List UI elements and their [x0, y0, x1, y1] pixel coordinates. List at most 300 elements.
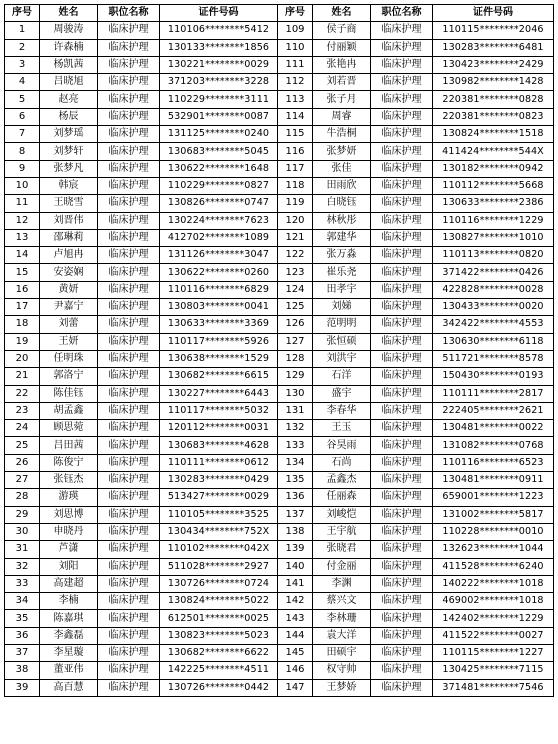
id-number-cell: 130433********0020: [433, 299, 554, 316]
position-cell: 临床护理: [371, 472, 433, 489]
table-row: [5, 523, 554, 540]
position-cell: 临床护理: [98, 126, 160, 143]
name-cell: 刘梦瑶: [40, 126, 98, 143]
seq-cell: 18: [5, 316, 40, 333]
seq-cell: 39: [5, 679, 40, 696]
name-cell: 陈佳钰: [40, 385, 98, 402]
seq-cell: 122: [278, 247, 313, 264]
name-cell: 刘洪宇: [313, 350, 371, 367]
position-cell: 临床护理: [98, 350, 160, 367]
id-number-cell: 110105********3525: [160, 506, 278, 523]
id-number-cell: 371481********7546: [433, 679, 554, 696]
seq-cell: 11: [5, 195, 40, 212]
position-cell: 临床护理: [98, 229, 160, 246]
name-cell: 韩宸: [40, 177, 98, 194]
name-cell: 胡孟鑫: [40, 402, 98, 419]
seq-cell: 147: [278, 679, 313, 696]
position-cell: 临床护理: [371, 350, 433, 367]
seq-cell: 111: [278, 56, 313, 73]
name-cell: 盛宇: [313, 385, 371, 402]
position-cell: 临床护理: [371, 126, 433, 143]
id-number-cell: 130423********2429: [433, 56, 554, 73]
id-number-cell: 130221********0029: [160, 56, 278, 73]
id-number-cell: 110111********0612: [160, 454, 278, 471]
seq-cell: 19: [5, 333, 40, 350]
seq-cell: 144: [278, 627, 313, 644]
name-cell: 谷昊雨: [313, 437, 371, 454]
position-cell: 临床护理: [98, 91, 160, 108]
table-row: [5, 56, 554, 73]
name-cell: 许森楠: [40, 39, 98, 56]
seq-cell: 139: [278, 541, 313, 558]
position-cell: 临床护理: [98, 679, 160, 696]
position-cell: 临床护理: [98, 195, 160, 212]
table-row: [5, 22, 554, 39]
position-cell: 临床护理: [98, 385, 160, 402]
seq-cell: 38: [5, 662, 40, 679]
seq-cell: 9: [5, 160, 40, 177]
seq-cell: 112: [278, 74, 313, 91]
seq-cell: 123: [278, 264, 313, 281]
roster-table: [4, 4, 554, 697]
id-number-cell: 422828********0028: [433, 281, 554, 298]
position-cell: 临床护理: [371, 316, 433, 333]
name-cell: 刘梦轩: [40, 143, 98, 160]
position-cell: 临床护理: [371, 229, 433, 246]
position-cell: 临床护理: [371, 91, 433, 108]
position-cell: 临床护理: [371, 385, 433, 402]
seq-cell: 25: [5, 437, 40, 454]
seq-cell: 141: [278, 575, 313, 592]
name-cell: 郭建华: [313, 229, 371, 246]
position-cell: 临床护理: [98, 333, 160, 350]
id-number-cell: 110229********0827: [160, 177, 278, 194]
table-row: [5, 264, 554, 281]
seq-cell: 1: [5, 22, 40, 39]
name-cell: 芦潇: [40, 541, 98, 558]
name-cell: 卢旭冉: [40, 247, 98, 264]
table-row: [5, 350, 554, 367]
header-name-right: 姓名: [313, 5, 371, 22]
name-cell: 邵琳莉: [40, 229, 98, 246]
name-cell: 范明明: [313, 316, 371, 333]
seq-cell: 23: [5, 402, 40, 419]
id-number-cell: 130803********0041: [160, 299, 278, 316]
id-number-cell: 130682********6622: [160, 644, 278, 661]
id-number-cell: 659001********1223: [433, 489, 554, 506]
position-cell: 临床护理: [98, 489, 160, 506]
position-cell: 临床护理: [371, 454, 433, 471]
position-cell: 临床护理: [98, 177, 160, 194]
position-cell: 临床护理: [98, 662, 160, 679]
seq-cell: 114: [278, 108, 313, 125]
seq-cell: 140: [278, 558, 313, 575]
id-number-cell: 612501********0025: [160, 610, 278, 627]
name-cell: 牛浩桐: [313, 126, 371, 143]
name-cell: 游瑛: [40, 489, 98, 506]
id-number-cell: 131002********5817: [433, 506, 554, 523]
name-cell: 黄妍: [40, 281, 98, 298]
id-number-cell: 130824********5022: [160, 593, 278, 610]
id-number-cell: 131126********3047: [160, 247, 278, 264]
name-cell: 刘娣: [313, 299, 371, 316]
table-row: [5, 143, 554, 160]
position-cell: 临床护理: [371, 74, 433, 91]
id-number-cell: 130133********1856: [160, 39, 278, 56]
table-row: [5, 385, 554, 402]
name-cell: 张钰杰: [40, 472, 98, 489]
table-row: [5, 39, 554, 56]
id-number-cell: 130638********1529: [160, 350, 278, 367]
seq-cell: 5: [5, 91, 40, 108]
id-number-cell: 110113********0820: [433, 247, 554, 264]
seq-cell: 146: [278, 662, 313, 679]
id-number-cell: 110106********5412: [160, 22, 278, 39]
id-number-cell: 130434********752X: [160, 523, 278, 540]
name-cell: 张恒硕: [313, 333, 371, 350]
position-cell: 临床护理: [371, 108, 433, 125]
seq-cell: 142: [278, 593, 313, 610]
name-cell: 张梦凡: [40, 160, 98, 177]
name-cell: 尹嘉宁: [40, 299, 98, 316]
name-cell: 赵亮: [40, 91, 98, 108]
seq-cell: 30: [5, 523, 40, 540]
table-row: [5, 368, 554, 385]
name-cell: 任明珠: [40, 350, 98, 367]
id-number-cell: 110115********1227: [433, 644, 554, 661]
position-cell: 临床护理: [371, 264, 433, 281]
id-number-cell: 130682********6615: [160, 368, 278, 385]
id-number-cell: 120112********0031: [160, 420, 278, 437]
table-row: [5, 402, 554, 419]
table-row: [5, 558, 554, 575]
name-cell: 刘思博: [40, 506, 98, 523]
id-number-cell: 130283********6481: [433, 39, 554, 56]
table-row: [5, 454, 554, 471]
position-cell: 临床护理: [98, 368, 160, 385]
id-number-cell: 469002********1018: [433, 593, 554, 610]
name-cell: 郭洛宁: [40, 368, 98, 385]
table-row: [5, 610, 554, 627]
position-cell: 临床护理: [371, 368, 433, 385]
name-cell: 李鑫磊: [40, 627, 98, 644]
position-cell: 临床护理: [371, 177, 433, 194]
position-cell: 临床护理: [371, 160, 433, 177]
id-number-cell: 110229********3111: [160, 91, 278, 108]
id-number-cell: 130633********3369: [160, 316, 278, 333]
name-cell: 周睿: [313, 108, 371, 125]
name-cell: 崔乐尧: [313, 264, 371, 281]
id-number-cell: 110116********6523: [433, 454, 554, 471]
table-row: [5, 177, 554, 194]
name-cell: 权守帅: [313, 662, 371, 679]
seq-cell: 7: [5, 126, 40, 143]
seq-cell: 138: [278, 523, 313, 540]
position-cell: 临床护理: [98, 437, 160, 454]
position-cell: 临床护理: [371, 523, 433, 540]
seq-cell: 135: [278, 472, 313, 489]
position-cell: 临床护理: [371, 22, 433, 39]
position-cell: 临床护理: [98, 644, 160, 661]
name-cell: 田硕宇: [313, 644, 371, 661]
name-cell: 王玉: [313, 420, 371, 437]
id-number-cell: 110116********1229: [433, 212, 554, 229]
id-number-cell: 110115********2046: [433, 22, 554, 39]
name-cell: 周骏涛: [40, 22, 98, 39]
table-row: [5, 489, 554, 506]
id-number-cell: 132623********1044: [433, 541, 554, 558]
seq-cell: 109: [278, 22, 313, 39]
id-number-cell: 130633********2386: [433, 195, 554, 212]
seq-cell: 128: [278, 350, 313, 367]
name-cell: 李星璇: [40, 644, 98, 661]
table-row: [5, 212, 554, 229]
seq-cell: 124: [278, 281, 313, 298]
id-number-cell: 110111********2817: [433, 385, 554, 402]
name-cell: 吕田茜: [40, 437, 98, 454]
id-number-cell: 130982********1428: [433, 74, 554, 91]
id-number-cell: 130283********0429: [160, 472, 278, 489]
table-row: [5, 644, 554, 661]
position-cell: 临床护理: [98, 56, 160, 73]
position-cell: 临床护理: [371, 489, 433, 506]
id-number-cell: 222405********2621: [433, 402, 554, 419]
seq-cell: 13: [5, 229, 40, 246]
name-cell: 白晓钰: [313, 195, 371, 212]
position-cell: 临床护理: [98, 402, 160, 419]
position-cell: 临床护理: [371, 143, 433, 160]
table-row: [5, 229, 554, 246]
name-cell: 林秋彤: [313, 212, 371, 229]
name-cell: 吕晓旭: [40, 74, 98, 91]
seq-cell: 126: [278, 316, 313, 333]
seq-cell: 134: [278, 454, 313, 471]
id-number-cell: 511028********2927: [160, 558, 278, 575]
table-row: [5, 472, 554, 489]
seq-cell: 8: [5, 143, 40, 160]
header-id-number-left: 证件号码: [160, 5, 278, 22]
name-cell: 张艳冉: [313, 56, 371, 73]
position-cell: 临床护理: [98, 420, 160, 437]
id-number-cell: 110228********0010: [433, 523, 554, 540]
seq-cell: 127: [278, 333, 313, 350]
table-row: [5, 662, 554, 679]
name-cell: 刘阳: [40, 558, 98, 575]
id-number-cell: 411528********6240: [433, 558, 554, 575]
table-row: [5, 420, 554, 437]
name-cell: 王妍: [40, 333, 98, 350]
position-cell: 临床护理: [371, 627, 433, 644]
position-cell: 临床护理: [371, 644, 433, 661]
name-cell: 李楠: [40, 593, 98, 610]
name-cell: 张梦妍: [313, 143, 371, 160]
id-number-cell: 220381********0828: [433, 91, 554, 108]
id-number-cell: 342422********4553: [433, 316, 554, 333]
position-cell: 临床护理: [371, 593, 433, 610]
id-number-cell: 130630********6118: [433, 333, 554, 350]
position-cell: 临床护理: [371, 437, 433, 454]
name-cell: 张万淼: [313, 247, 371, 264]
position-cell: 临床护理: [371, 610, 433, 627]
seq-cell: 2: [5, 39, 40, 56]
id-number-cell: 150430********0193: [433, 368, 554, 385]
name-cell: 刘晋伟: [40, 212, 98, 229]
seq-cell: 145: [278, 644, 313, 661]
id-number-cell: 130481********0911: [433, 472, 554, 489]
table-row: [5, 108, 554, 125]
name-cell: 付丽颖: [313, 39, 371, 56]
seq-cell: 37: [5, 644, 40, 661]
position-cell: 临床护理: [98, 506, 160, 523]
seq-cell: 26: [5, 454, 40, 471]
id-number-cell: 130622********1648: [160, 160, 278, 177]
position-cell: 临床护理: [98, 316, 160, 333]
id-number-cell: 411522********0027: [433, 627, 554, 644]
position-cell: 临床护理: [98, 22, 160, 39]
name-cell: 张晓君: [313, 541, 371, 558]
seq-cell: 31: [5, 541, 40, 558]
id-number-cell: 130824********1518: [433, 126, 554, 143]
name-cell: 安姿娴: [40, 264, 98, 281]
position-cell: 临床护理: [371, 281, 433, 298]
seq-cell: 120: [278, 212, 313, 229]
table-row: [5, 593, 554, 610]
seq-cell: 29: [5, 506, 40, 523]
seq-cell: 143: [278, 610, 313, 627]
id-number-cell: 142225********4511: [160, 662, 278, 679]
seq-cell: 121: [278, 229, 313, 246]
id-number-cell: 130224********7623: [160, 212, 278, 229]
position-cell: 临床护理: [98, 264, 160, 281]
seq-cell: 32: [5, 558, 40, 575]
position-cell: 临床护理: [371, 420, 433, 437]
name-cell: 石洋: [313, 368, 371, 385]
id-number-cell: 412702********1089: [160, 229, 278, 246]
id-number-cell: 130227********6443: [160, 385, 278, 402]
position-cell: 临床护理: [371, 506, 433, 523]
name-cell: 高百慧: [40, 679, 98, 696]
header-seq-left: 序号: [5, 5, 40, 22]
seq-cell: 130: [278, 385, 313, 402]
name-cell: 张子月: [313, 91, 371, 108]
table-row: [5, 316, 554, 333]
name-cell: 杨辰: [40, 108, 98, 125]
table-row: [5, 437, 554, 454]
position-cell: 临床护理: [371, 333, 433, 350]
table-row: [5, 627, 554, 644]
seq-cell: 28: [5, 489, 40, 506]
seq-cell: 132: [278, 420, 313, 437]
id-number-cell: 130826********0747: [160, 195, 278, 212]
name-cell: 高建超: [40, 575, 98, 592]
name-cell: 刘蕾: [40, 316, 98, 333]
id-number-cell: 371422********0426: [433, 264, 554, 281]
table-row: [5, 126, 554, 143]
id-number-cell: 130425********7115: [433, 662, 554, 679]
position-cell: 临床护理: [371, 679, 433, 696]
seq-cell: 35: [5, 610, 40, 627]
table-row: [5, 299, 554, 316]
position-cell: 临床护理: [371, 299, 433, 316]
table-row: [5, 247, 554, 264]
seq-cell: 21: [5, 368, 40, 385]
id-number-cell: 220381********0823: [433, 108, 554, 125]
seq-cell: 4: [5, 74, 40, 91]
name-cell: 袁大洋: [313, 627, 371, 644]
seq-cell: 34: [5, 593, 40, 610]
name-cell: 王晓雪: [40, 195, 98, 212]
position-cell: 临床护理: [371, 212, 433, 229]
table-row: [5, 281, 554, 298]
table-row: [5, 74, 554, 91]
position-cell: 临床护理: [98, 39, 160, 56]
seq-cell: 27: [5, 472, 40, 489]
position-cell: 临床护理: [371, 662, 433, 679]
seq-cell: 10: [5, 177, 40, 194]
position-cell: 临床护理: [98, 523, 160, 540]
name-cell: 孟鑫杰: [313, 472, 371, 489]
id-number-cell: 130726********0724: [160, 575, 278, 592]
name-cell: 田雨欣: [313, 177, 371, 194]
position-cell: 临床护理: [98, 108, 160, 125]
table-row: [5, 679, 554, 696]
position-cell: 临床护理: [371, 558, 433, 575]
header-name-left: 姓名: [40, 5, 98, 22]
seq-cell: 3: [5, 56, 40, 73]
name-cell: 蔡兴文: [313, 593, 371, 610]
table-row: [5, 575, 554, 592]
position-cell: 临床护理: [371, 575, 433, 592]
seq-cell: 33: [5, 575, 40, 592]
position-cell: 临床护理: [98, 627, 160, 644]
seq-cell: 110: [278, 39, 313, 56]
id-number-cell: 130481********0022: [433, 420, 554, 437]
position-cell: 临床护理: [371, 402, 433, 419]
name-cell: 任丽森: [313, 489, 371, 506]
name-cell: 陈俊宁: [40, 454, 98, 471]
table-row: [5, 333, 554, 350]
id-number-cell: 110117********5032: [160, 402, 278, 419]
position-cell: 临床护理: [371, 195, 433, 212]
id-number-cell: 110116********6829: [160, 281, 278, 298]
position-cell: 临床护理: [98, 575, 160, 592]
position-cell: 临床护理: [98, 541, 160, 558]
seq-cell: 115: [278, 126, 313, 143]
id-number-cell: 411424********544X: [433, 143, 554, 160]
seq-cell: 16: [5, 281, 40, 298]
seq-cell: 20: [5, 350, 40, 367]
header-position-right: 职位名称: [371, 5, 433, 22]
name-cell: 石尚: [313, 454, 371, 471]
position-cell: 临床护理: [98, 299, 160, 316]
seq-cell: 125: [278, 299, 313, 316]
id-number-cell: 110102********042X: [160, 541, 278, 558]
position-cell: 临床护理: [98, 160, 160, 177]
id-number-cell: 130823********5023: [160, 627, 278, 644]
id-number-cell: 130726********0442: [160, 679, 278, 696]
seq-cell: 22: [5, 385, 40, 402]
seq-cell: 136: [278, 489, 313, 506]
name-cell: 李春华: [313, 402, 371, 419]
position-cell: 临床护理: [371, 247, 433, 264]
name-cell: 陈嘉琪: [40, 610, 98, 627]
name-cell: 董亚伟: [40, 662, 98, 679]
id-number-cell: 371203********3228: [160, 74, 278, 91]
position-cell: 临床护理: [98, 247, 160, 264]
table-row: [5, 506, 554, 523]
id-number-cell: 110112********5668: [433, 177, 554, 194]
header-seq-right: 序号: [278, 5, 313, 22]
